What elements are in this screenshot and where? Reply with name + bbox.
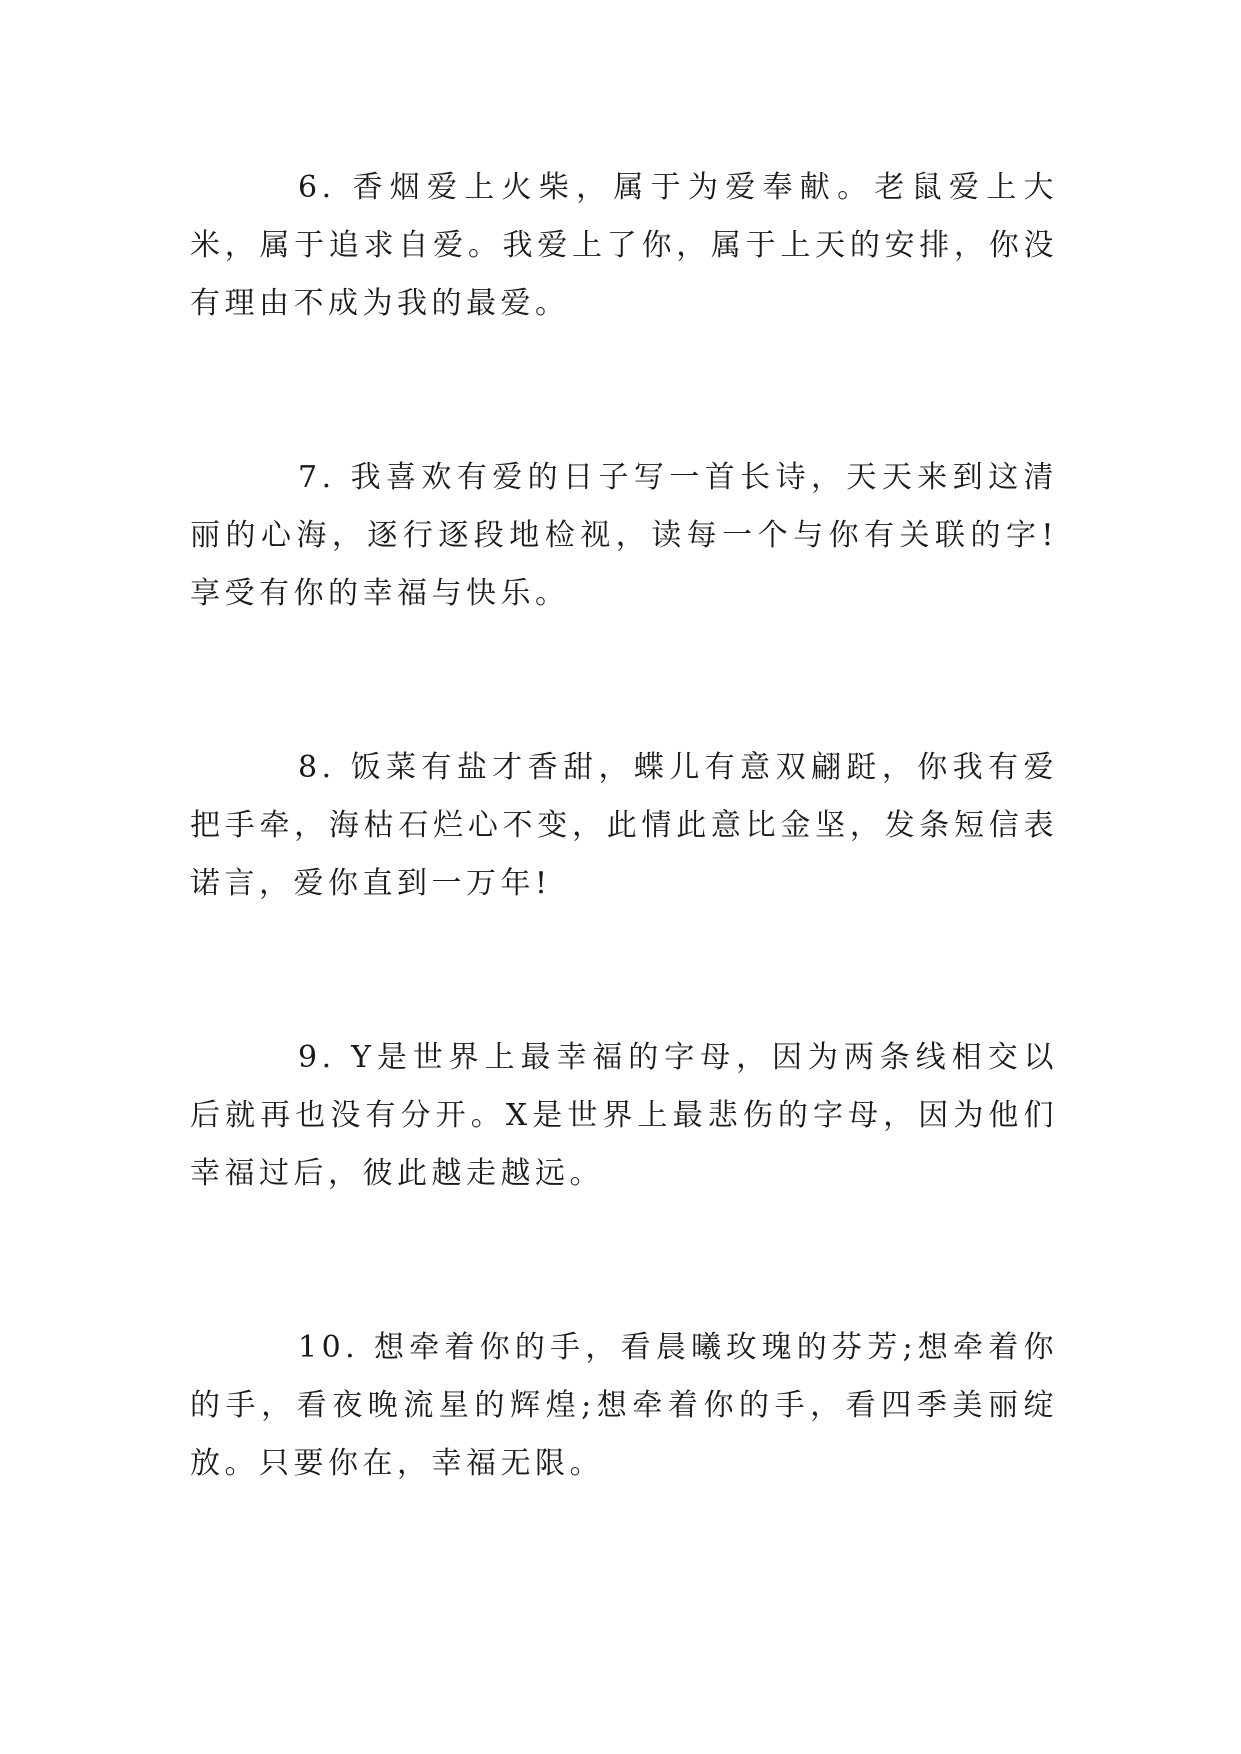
paragraph-item-8: 8. 饭菜有盐才香甜，蝶儿有意双翩跹，你我有爱把手牵，海枯石烂心不变，此情此意比金坚，发条短信表诺言，爱你直到一万年!: [190, 750, 1058, 901]
paragraph-item-10: 10. 想牵着你的手，看晨曦玫瑰的芬芳;想牵着你的手，看夜晚流星的辉煌;想牵着你的手，看四季美丽绽放。只要你在，幸福无限。: [190, 1330, 1058, 1481]
paragraph-item-9: 9. Y是世界上最幸福的字母，因为两条线相交以后就再也没有分开。X是世界上最悲伤的字母，因为他们幸福过后，彼此越走越远。: [190, 1040, 1058, 1191]
paragraph-item-6: 6. 香烟爱上火柴，属于为爱奉献。老鼠爱上大米，属于追求自爱。我爱上了你，属于上天的安排，你没有理由不成为我的最爱。: [190, 170, 1058, 321]
paragraph-item-7: 7. 我喜欢有爱的日子写一首长诗，天天来到这清丽的心海，逐行逐段地检视，读每一个与你有关联的字!享受有你的幸福与快乐。: [190, 460, 1058, 611]
